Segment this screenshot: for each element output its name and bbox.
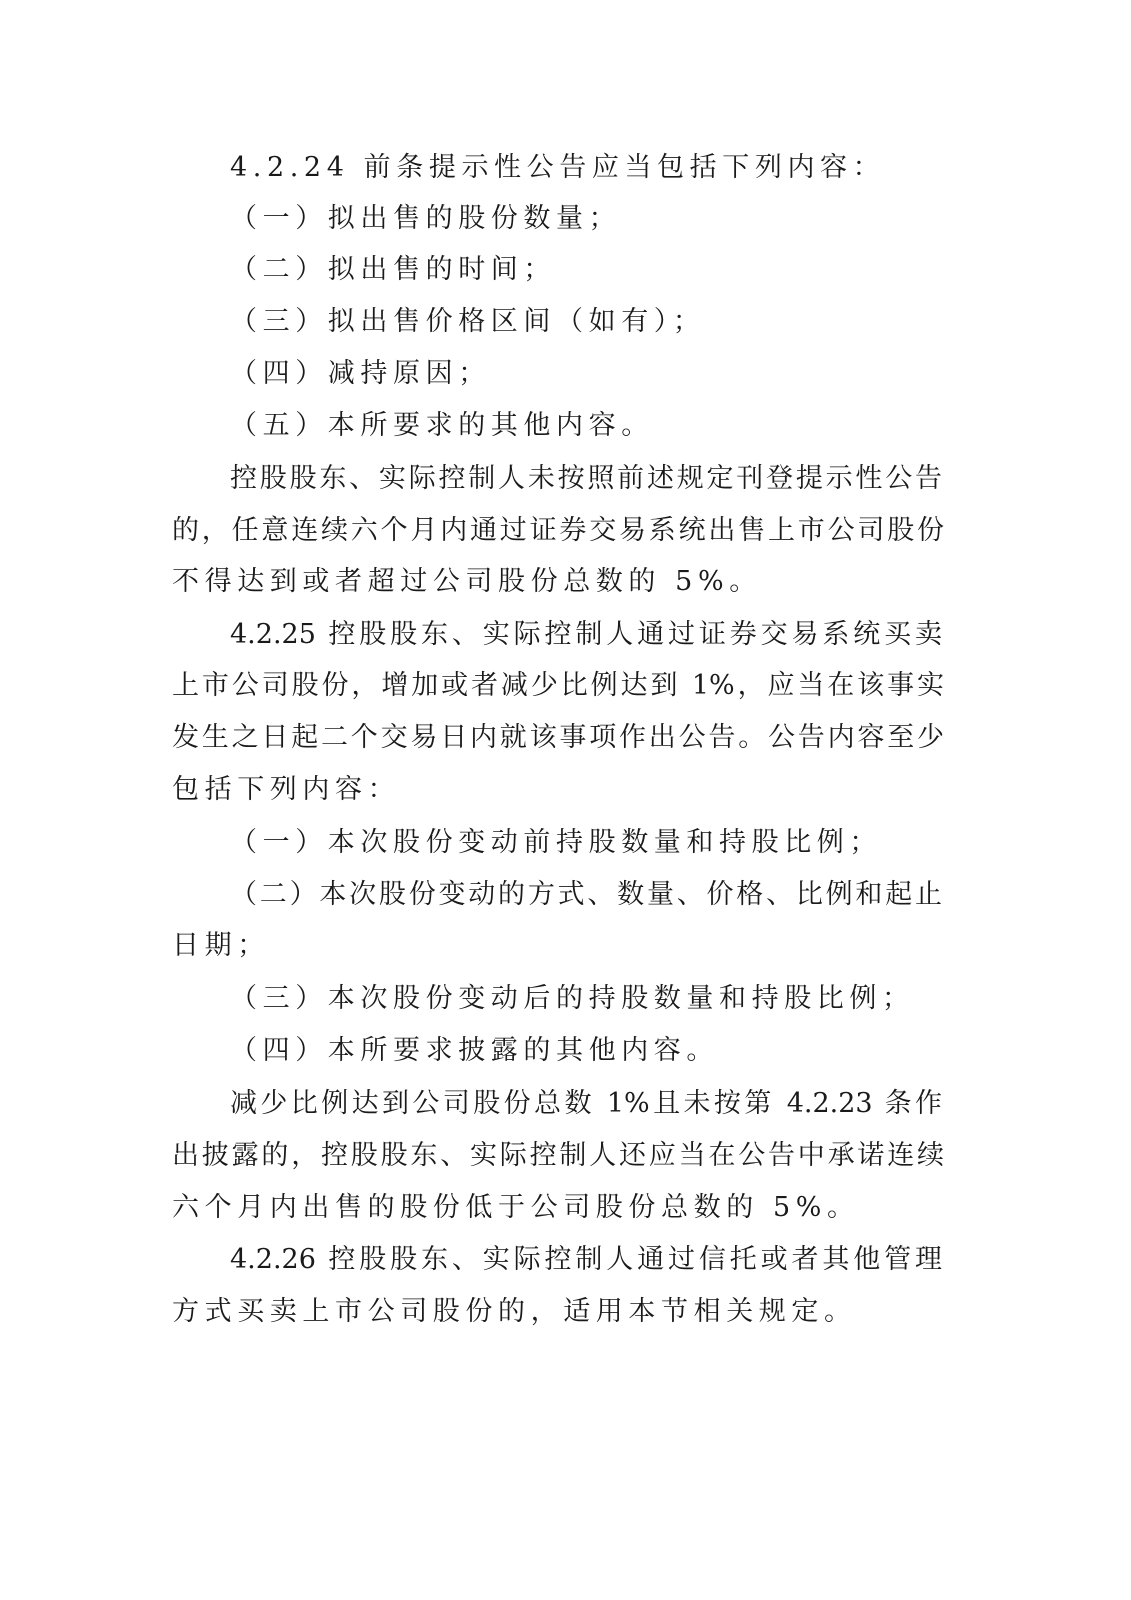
paragraph-line: 控股股东、实际控制人未按照前述规定刊登提示性公告 [230, 463, 942, 494]
list-item: （二）拟出售的时间； [230, 254, 556, 285]
paragraph-line: 不得达到或者超过公司股份总数的 5%。 [172, 566, 762, 597]
clause-4-2-25-heading: 4.2.25 控股股东、实际控制人通过证券交易系统买卖 [230, 619, 942, 650]
paragraph-line: 上市公司股份，增加或者减少比例达到 1%，应当在该事实 [172, 670, 944, 701]
clause-4-2-24-heading: 4.2.24 前条提示性公告应当包括下列内容： [230, 152, 886, 183]
paragraph-line: 减少比例达到公司股份总数 1%且未按第 4.2.23 条作 [230, 1088, 942, 1119]
paragraph-line: 的，任意连续六个月内通过证券交易系统出售上市公司股份 [172, 515, 944, 546]
list-item: （三）拟出售价格区间（如有）； [230, 306, 706, 337]
paragraph-line: 出披露的，控股股东、实际控制人还应当在公告中承诺连续 [172, 1140, 944, 1171]
clause-4-2-26-heading: 4.2.26 控股股东、实际控制人通过信托或者其他管理 [230, 1244, 942, 1275]
paragraph-line: 包括下列内容： [172, 774, 401, 805]
list-item: （一）拟出售的股份数量； [230, 203, 622, 234]
paragraph-line: 发生之日起二个交易日内就该事项作出公告。公告内容至少 [172, 722, 944, 753]
list-item: （二）本次股份变动的方式、数量、价格、比例和起止 [230, 879, 942, 910]
list-item: （三）本次股份变动后的持股数量和持股比例； [230, 983, 915, 1014]
list-item: （一）本次股份变动前持股数量和持股比例； [230, 827, 882, 858]
paragraph-line: 日期； [172, 930, 270, 961]
list-item: （五）本所要求的其他内容。 [230, 410, 654, 441]
paragraph-line: 方式买卖上市公司股份的，适用本节相关规定。 [172, 1296, 857, 1327]
list-item: （四）减持原因； [230, 358, 491, 389]
paragraph-line: 六个月内出售的股份低于公司股份总数的 5%。 [172, 1192, 860, 1223]
list-item: （四）本所要求披露的其他内容。 [230, 1035, 719, 1066]
